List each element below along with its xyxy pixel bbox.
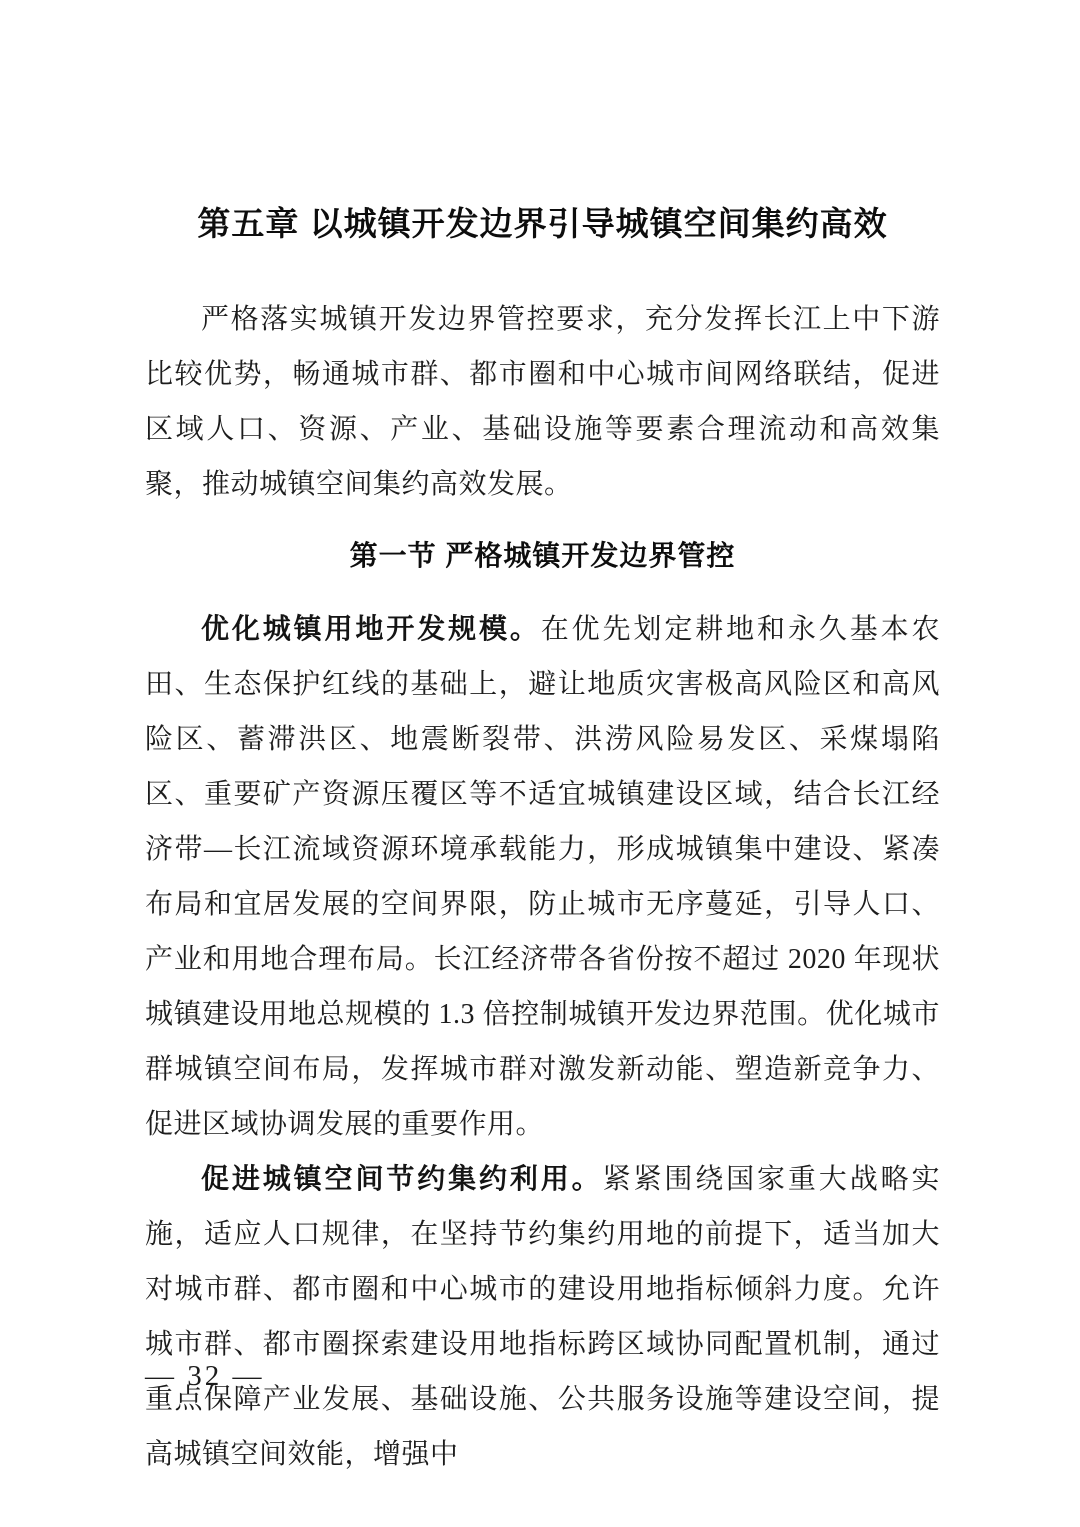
paragraph-optimize-scale-text: 在优先划定耕地和永久基本农田、生态保护红线的基础上，避让地质灾害极高风险区和高风险区、蓄滞洪区、地震断裂带、洪涝风险易发区、采煤塌陷区、重要矿产资源压覆区等不适宜城镇建设区域，结合长江经济带—长江流域资源环境承载能力，形成城镇集中建设、紧凑布局和宜居发展的空间界限，防止城市无序蔓延，引导人口、产业和用地合理布局。长江经济带各省份按不超过 2020 年现状城镇建设用地总规模的 1.3 倍控制城镇开发边界范围。优化城市群城镇空间布局，发挥城市群对激发新动能、塑造新竞争力、促进区域协调发展的重要作用。 [145, 614, 940, 1140]
paragraph-intro [145, 292, 940, 512]
page-number: — 32 — [145, 1360, 265, 1392]
paragraph-intro-text: 严格落实城镇开发边界管控要求，充分发挥长江上中下游比较优势，畅通城市群、都市圈和中心城市间网络联结，促进区域人口、资源、产业、基础设施等要素合理流动和高效集聚，推动城镇空间集约高效发展。 [145, 304, 940, 500]
paragraph-optimize-scale [145, 602, 940, 1152]
paragraph-intensive-use-lead: 促进城镇空间节约集约利用。 [201, 1164, 603, 1195]
chapter-title: 第五章 以城镇开发边界引导城镇空间集约高效 [197, 205, 888, 242]
paragraph-optimize-scale-lead: 优化城镇用地开发规模。 [201, 614, 541, 645]
paragraph-intensive-use [145, 1152, 940, 1482]
paragraph-intensive-use-text: 紧紧围绕国家重大战略实施，适应人口规律，在坚持节约集约用地的前提下，适当加大对城市群、都市圈和中心城市的建设用地指标倾斜力度。允许城市群、都市圈探索建设用地指标跨区域协同配置机制，通过重点保障产业发展、基础设施、公共服务设施等建设空间，提高城镇空间效能，增强中 [145, 1164, 940, 1470]
section-title: 第一节 严格城镇开发边界管控 [349, 540, 736, 571]
